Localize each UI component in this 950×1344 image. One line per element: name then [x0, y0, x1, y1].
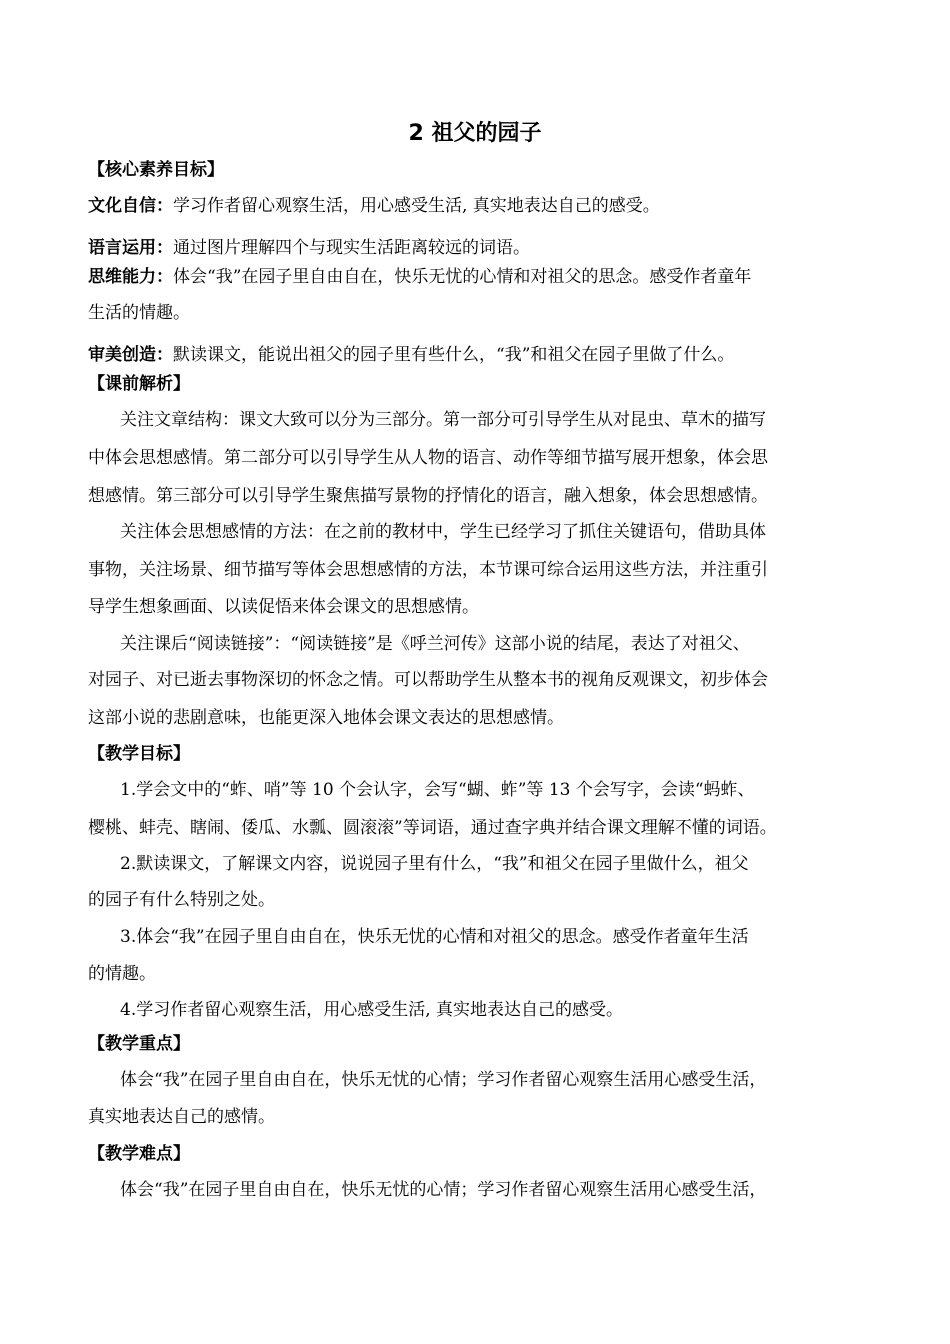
goal-label: 文化自信： — [88, 196, 173, 216]
paragraph-line: 4.学习作者留心观察生活，用心感受生活, 真实地表达自己的感受。 — [120, 1000, 624, 1020]
goal-text: 体会“我”在园子里自由自在，快乐无忧的心情和对祖父的思念。感受作者童年 — [173, 267, 752, 287]
paragraph-line: 关注课后“阅读链接”：“阅读链接”是《呼兰河传》这部小说的结尾，表达了对祖父、 — [120, 634, 750, 654]
paragraph-line: 真实地表达自己的感情。 — [88, 1107, 275, 1127]
paragraph-line: 关注体会思想感情的方法：在之前的教材中，学生已经学习了抓住关键语句，借助具体 — [120, 522, 766, 542]
paragraph-line: 的园子有什么特别之处。 — [88, 890, 275, 910]
goal-item — [88, 343, 734, 367]
document-title: 2 祖父的园子 — [408, 121, 542, 146]
goal-item — [88, 265, 751, 289]
paragraph-line: 中体会思想感情。第二部分可以引导学生从人物的语言、动作等细节描写展开想象，体会思 — [88, 448, 768, 468]
goal-label: 审美创造： — [88, 345, 173, 365]
goal-text: 默读课文，能说出祖父的园子里有些什么，“我”和祖父在园子里做了什么。 — [173, 345, 735, 365]
paragraph-line: 的情趣。 — [88, 964, 156, 984]
goal-text: 通过图片理解四个与现实生活距离较远的词语。 — [173, 238, 530, 258]
paragraph-line: 樱桃、蚌壳、瞎闹、倭瓜、水瓢、圆滚滚”等词语，通过查字典并结合课文理解不懂的词语。 — [88, 818, 777, 838]
paragraph-line: 体会“我”在园子里自由自在，快乐无忧的心情；学习作者留心观察生活用心感受生活， — [120, 1070, 767, 1090]
section-heading-core-goals: 【核心素养目标】 — [88, 160, 224, 180]
paragraph-line: 导学生想象画面、以读促悟来体会课文的思想感情。 — [88, 597, 479, 617]
paragraph-line: 体会“我”在园子里自由自在，快乐无忧的心情；学习作者留心观察生活用心感受生活， — [120, 1180, 767, 1200]
goal-text: 学习作者留心观察生活，用心感受生活, 真实地表达自己的感受。 — [173, 196, 660, 216]
section-heading-key-points: 【教学重点】 — [88, 1034, 190, 1054]
goal-label: 思维能力： — [88, 267, 173, 287]
paragraph-line: 2.默读课文，了解课文内容，说说园子里有什么，“我”和祖父在园子里做什么，祖父 — [120, 854, 749, 874]
paragraph-line: 对园子、对已逝去事物深切的怀念之情。可以帮助学生从整本书的视角反观课文，初步体会 — [88, 670, 768, 690]
goal-item — [88, 236, 530, 260]
goal-label: 语言运用： — [88, 238, 173, 258]
paragraph-line: 想感情。第三部分可以引导学生聚焦描写景物的抒情化的语言，融入想象，体会思想感情。 — [88, 486, 768, 506]
goal-text-continued: 生活的情趣。 — [88, 303, 190, 323]
section-heading-difficulties: 【教学难点】 — [88, 1144, 190, 1164]
goal-item — [88, 194, 660, 218]
paragraph-line: 3.体会“我”在园子里自由自在，快乐无忧的心情和对祖父的思念。感受作者童年生活 — [120, 927, 749, 947]
section-heading-objectives: 【教学目标】 — [88, 744, 190, 764]
paragraph-line: 1.学会文中的“蚱、哨”等 10 个会认字，会写“蝴、蚱”等 13 个会写字，会读“蚂蚱、 — [120, 780, 755, 800]
section-heading-analysis: 【课前解析】 — [88, 374, 190, 394]
paragraph-line: 关注文章结构：课文大致可以分为三部分。第一部分可引导学生从对昆虫、草木的描写 — [120, 410, 766, 430]
paragraph-line: 事物，关注场景、细节描写等体会思想感情的方法，本节课可综合运用这些方法，并注重引 — [88, 560, 768, 580]
paragraph-line: 这部小说的悲剧意味，也能更深入地体会课文表达的思想感情。 — [88, 708, 564, 728]
